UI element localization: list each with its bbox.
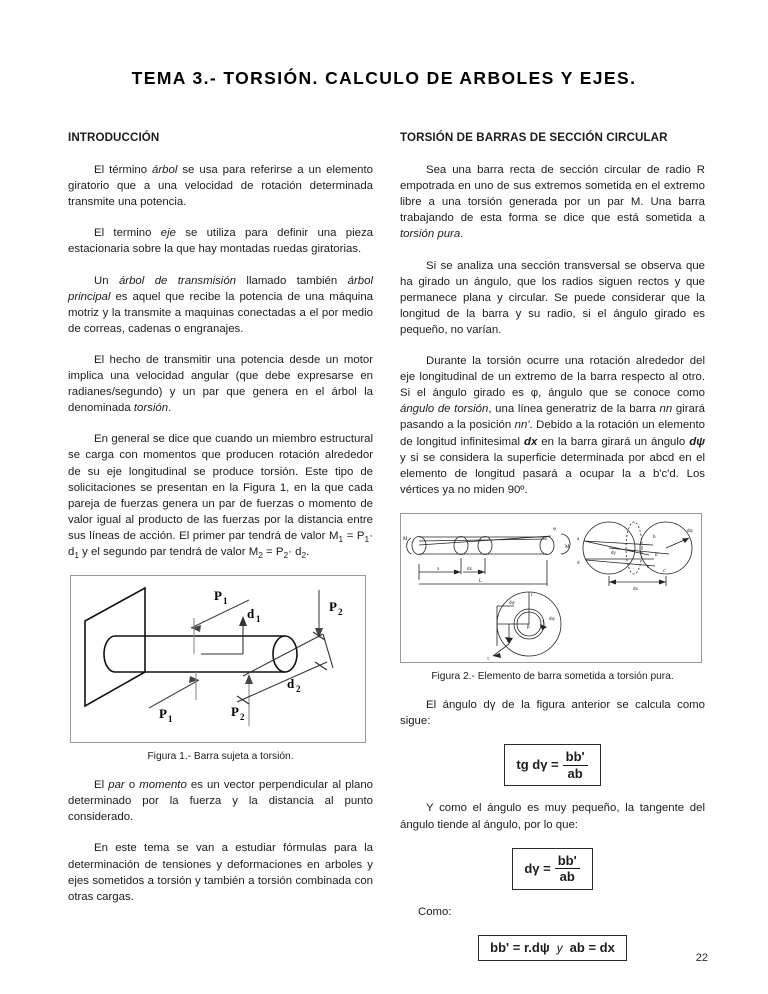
svg-text:β: β [527, 624, 530, 630]
formula-tg-dgamma-lhs: tg dγ = [516, 757, 559, 773]
p-potencia: El hecho de transmitir una potencia desde un motor implica una velocidad angular (que debe expresarse en radianes/segundo) y un par que genera en el árbol la denominada torsión. [68, 353, 373, 415]
svg-text:x: x [437, 566, 440, 572]
formula-tg-dgamma [504, 744, 600, 786]
svg-text:dx: dx [467, 566, 472, 572]
p-angulo-dgamma: El ángulo dγ de la figura anterior se calcula como sigue: [400, 698, 705, 728]
svg-text:1: 1 [168, 714, 173, 725]
svg-text:dψ: dψ [549, 616, 555, 622]
formula-dgamma [512, 848, 592, 890]
svg-text:P: P [159, 706, 167, 722]
svg-text:2: 2 [296, 684, 301, 695]
svg-text:d: d [287, 676, 295, 692]
formula-bb-ab-wrap [400, 935, 705, 961]
left-column-body-top [68, 162, 373, 560]
svg-text:dx: dx [633, 586, 638, 592]
formula-tg-dgamma-fraction [563, 750, 588, 780]
svg-text:τ: τ [487, 656, 490, 662]
figure-2-caption: Figura 2.- Elemento de barra sometida a torsión pura. [431, 670, 674, 682]
figure-1-caption: Figura 1.- Barra sujeta a torsión. [147, 751, 294, 763]
svg-text:d: d [577, 560, 580, 566]
left-column [68, 130, 373, 920]
svg-text:b: b [653, 534, 656, 540]
p-transmision: Un árbol de transmisión llamado también árbol principal es aquel que recibe la potencia de una máquina motriz y la transmite a maquinas conectadas a el por medio de correas, cadenas o engranajes. [68, 274, 373, 335]
svg-text:a: a [577, 536, 580, 542]
figure-1 [70, 575, 366, 743]
svg-text:c: c [647, 564, 650, 570]
svg-text:2: 2 [338, 607, 343, 618]
svg-text:P: P [231, 704, 239, 720]
formula-dgamma-lhs: dγ = [524, 860, 551, 876]
svg-text:M: M [565, 544, 570, 550]
svg-text:2: 2 [240, 712, 245, 723]
svg-text:φ: φ [553, 526, 556, 532]
p-transversal: Si se analiza una sección transversal se observa que ha girado un ángulo, que los radios siguen rectos y que permanece plana y circular. Se puede considerar que la longitud de la barra y su radio, si el ángulo girado es pequeño, no varían. [400, 259, 705, 336]
section-heading-introduccion: INTRODUCCIÓN [68, 131, 160, 144]
p-barra-recta: Sea una barra recta de sección circular de radio R empotrada en uno de sus extremos sometida en el extremo libre a una torsión generada por un par M. Una barra trabajando de esta forma se dice que está sometida a torsión pura. [400, 164, 705, 241]
formula-tg-dgamma-numerator: bb' [565, 749, 585, 765]
page-number: 22 [695, 952, 708, 964]
p-rotacion: Durante la torsión ocurre una rotación alrededor del eje longitudinal de un extremo de la barra respecto al otro. Si el ángulo girado es φ, ángulo que se conoce como ángulo de torsión, una línea generatriz de la barra nn girará pasando a la posición nn'. Debido a la rotación un elemento de longitud infinitesimal dx en la barra girará un ángulo dψ y si se considera la superficie determinada por abcd en el elemento de longitud pasará a ocupar la a b'c'd. Los vértices ya no miden 90º. [400, 355, 706, 496]
p-arbol: El término árbol se usa para referirse a un elemento giratorio que a una velocidad de rotación determinada transmite una potencia. [68, 164, 373, 209]
svg-text:P: P [329, 599, 337, 615]
right-column-body-top [400, 162, 705, 498]
formula-tg-dgamma-denominator: ab [563, 765, 588, 781]
formula-dgamma-wrap [400, 848, 705, 890]
formula-bb-ab [478, 935, 627, 961]
right-column [400, 130, 705, 975]
figure-2-drawing [401, 514, 701, 662]
svg-text:1: 1 [223, 596, 228, 607]
formula-bb-ab-conjunction: y [556, 941, 563, 955]
p-como: Como: [418, 905, 452, 918]
formula-dgamma-fraction [555, 854, 580, 884]
formula-bb-ab-left: bb' = r.dψ [490, 940, 550, 955]
formula-tg-dgamma-wrap [400, 744, 705, 786]
right-column-body-bottom [400, 697, 705, 961]
svg-text:c': c' [663, 568, 667, 574]
formula-dgamma-numerator: bb' [557, 852, 577, 868]
svg-text:d: d [247, 606, 255, 622]
p-par-momento: El par o momento es un vector perpendicular al plano determinado por la fuerza y la distancia al punto considerado. [68, 779, 373, 824]
svg-text:dψ: dψ [687, 528, 693, 534]
p-eje: El termino eje se utiliza para definir una pieza estacionaria sobre la que hay montadas ruedas giratorias. [68, 227, 373, 256]
svg-text:P: P [214, 588, 222, 604]
svg-text:b': b' [655, 552, 659, 558]
figure-2 [400, 513, 702, 663]
p-general: En general se dice que cuando un miembro estructural se carga con momentos que producen rotación alrededor de su eje longitudinal se produce torsión. Este tipo de solicitaciones se presentan en la Figura 1, en la que cada pareja de fuerzas genera un par de fuerzas o momento de valor igual al producto de las fuerzas por la distancia entre sus líneas de acción. El primer par tendrá de valor $M_1 = P_1\cdot d_1$ y el segundo par tendrá de valor $M_2 = P_2\cdot d_2$. [68, 433, 373, 560]
svg-text:L: L [479, 578, 483, 584]
svg-text:1: 1 [256, 614, 261, 625]
p-tangente: Y como el ángulo es muy pequeño, la tangente del ángulo tiende al ángulo, por lo que: [400, 802, 705, 831]
figure-1-drawing [71, 576, 365, 742]
formula-bb-ab-right: ab = dx [569, 940, 615, 955]
formula-dgamma-denominator: ab [555, 868, 580, 884]
page-title: TEMA 3.- TORSIÓN. CALCULO DE ARBOLES Y EJES. [131, 68, 637, 88]
svg-text:M: M [403, 536, 408, 542]
p-tema: En este tema se van a estudiar fórmulas para la determinación de tensiones y deformaciones en arboles y ejes sometidos a torsión y también a torsión combinada con otras cargas. [68, 842, 373, 903]
svg-text:r: r [531, 592, 533, 598]
left-column-body-bottom [68, 777, 373, 905]
svg-text:dψ: dψ [509, 600, 515, 606]
svg-text:dγ: dγ [611, 550, 616, 556]
section-heading-torsion-barras: TORSIÓN DE BARRAS DE SECCIÓN CIRCULAR [400, 131, 668, 144]
